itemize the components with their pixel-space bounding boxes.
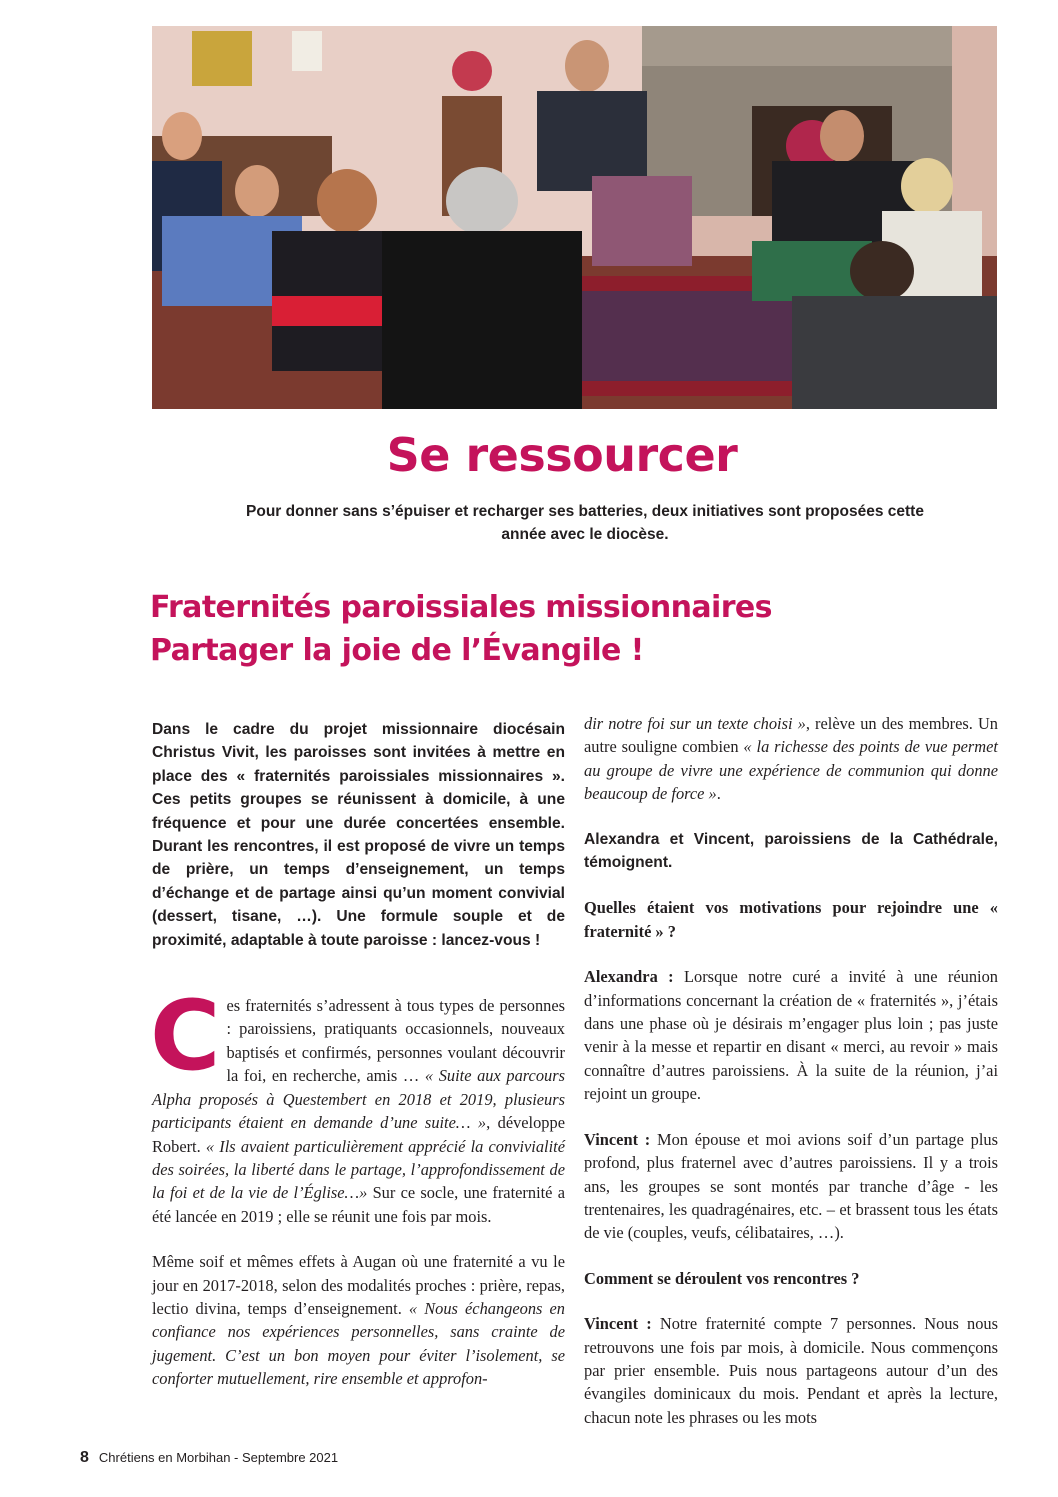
text-run: , relève un des membres. Un autre souligne combien xyxy=(584,714,998,757)
text-run: , développe Robert. xyxy=(152,1113,565,1156)
testimony-intro: Alexandra et Vincent, paroissiens de la Cathédrale, témoignent. xyxy=(584,830,998,872)
page-title: Se ressourcer xyxy=(386,428,738,482)
group-photo-illustration xyxy=(152,26,997,409)
article-column-left xyxy=(152,718,565,1413)
text-run: Mon épouse et moi avions soif d’un partage plus profond, plus fraternel avec d’autres paroissiens. Il y a trois ans, les groupes se sont montés par tranche d’âge - les trentenaires, les quadragénaires, etc. – et brassent tous les états de vie (couples, veufs, célibataires, …). xyxy=(584,1129,998,1243)
quote-run: dir notre foi sur un texte choisi » xyxy=(584,714,806,733)
text-run: es fraternités s’adressent à tous types de personnes : paroissiens, pratiquants occasionnels, nouveaux baptisés et confirmés, personnes voulant découvrir la foi, en recherche, amis … xyxy=(226,996,565,1086)
text-run: Même soif et mêmes effets à Augan où une fraternité a vu le jour en 2017-2018, selon des modalités proches : prière, repas, lectio divina, temps d’enseignement. xyxy=(152,1252,565,1318)
drop-cap: C xyxy=(150,980,221,1093)
question-1: Quelles étaient vos motivations pour rejoindre une « fraternité » ? xyxy=(584,898,998,941)
group-photo xyxy=(152,26,997,409)
speaker-label: Vincent : xyxy=(584,1129,651,1149)
text-run: Sur ce socle, une fraternité a été lancée en 2019 ; elle se réunit une fois par mois. xyxy=(152,1183,565,1226)
article-paragraph-3 xyxy=(584,712,998,806)
page-footer xyxy=(80,1449,338,1467)
article-paragraph-2 xyxy=(152,1250,565,1390)
article-paragraph-1 xyxy=(150,980,565,1228)
speaker-label: Vincent : xyxy=(584,1314,652,1334)
quote-run: « Ils avaient particulièrement apprécié la convivialité des soirées, la liberté dans le partage, l’approfondissement de la foi et de la vie de l’Église…» xyxy=(152,1136,565,1203)
answer-vincent-2 xyxy=(584,1312,998,1429)
question-2: Comment se déroulent vos rencontres ? xyxy=(584,1268,860,1288)
answer-vincent-1 xyxy=(584,1128,998,1245)
text-run: Notre fraternité compte 7 personnes. Nous nous retrouvons une fois par mois, à domicile. Nous commençons par prier ensemble. Puis nous partageons autour d’un des évangiles dominicaux du mois. Pendant et après la lecture, chacun note les phrases ou les mots xyxy=(584,1314,998,1427)
quote-run: « Nous échangeons en confiance nos expériences personnelles, sans crainte de jugement. C’est un bon moyen pour éviter l’isolement, se conforter mutuellement, rire ensemble et approfon- xyxy=(152,1298,565,1389)
quote-run: « Suite aux parcours Alpha proposés à Questembert en 2018 et 2019, plusieurs participants étaient en demande d’une suite… » xyxy=(152,1066,565,1133)
article-chapo: Dans le cadre du projet missionnaire diocésain Christus Vivit, les paroisses sont invitées à mettre en place des « fraternités paroissiales missionnaires ». Ces petits groupes se réunissent à domicile, à une fréquence et pour une durée concertées ensemble. Durant les rencontres, il est proposé de vivre un temps de prière, un temps d’enseignement, un temps d’échange et de partage ainsi qu’un moment convivial (dessert, tisane, …). Une formule souple et de proximité, adaptable à toute paroisse : lancez-vous ! xyxy=(152,721,565,949)
article-heading-line-2: Partager la joie de l’Évangile ! xyxy=(150,633,644,668)
text-run: . xyxy=(716,784,721,804)
page-intro: Pour donner sans s’épuiser et recharger ses batteries, deux initiatives sont proposées cette année avec le diocèse. xyxy=(246,503,924,543)
article-heading xyxy=(150,586,970,672)
article-heading-line-1: Fraternités paroissiales missionnaires xyxy=(150,590,772,625)
speaker-label: Alexandra : xyxy=(584,967,674,987)
text-run: Lorsque notre curé a invité à une réunion d’informations concernant la création de « fraternités », j’étais dans une phase où je désirais m’engager plus loin ; pas juste venir à la messe et repartir en disant « merci, au revoir » mais connaître d’autres paroissiens. À la suite de la réunion, j’ai rejoint un groupe. xyxy=(584,967,998,1104)
page-number: 8 xyxy=(80,1449,89,1466)
publication-name: Chrétiens en Morbihan - Septembre 2021 xyxy=(98,1450,339,1465)
answer-alexandra xyxy=(584,965,998,1105)
article-column-right xyxy=(584,712,998,1451)
quote-run: « la richesse des points de vue permet au groupe de vivre une expérience de communion qui donne beaucoup de force » xyxy=(584,737,998,804)
